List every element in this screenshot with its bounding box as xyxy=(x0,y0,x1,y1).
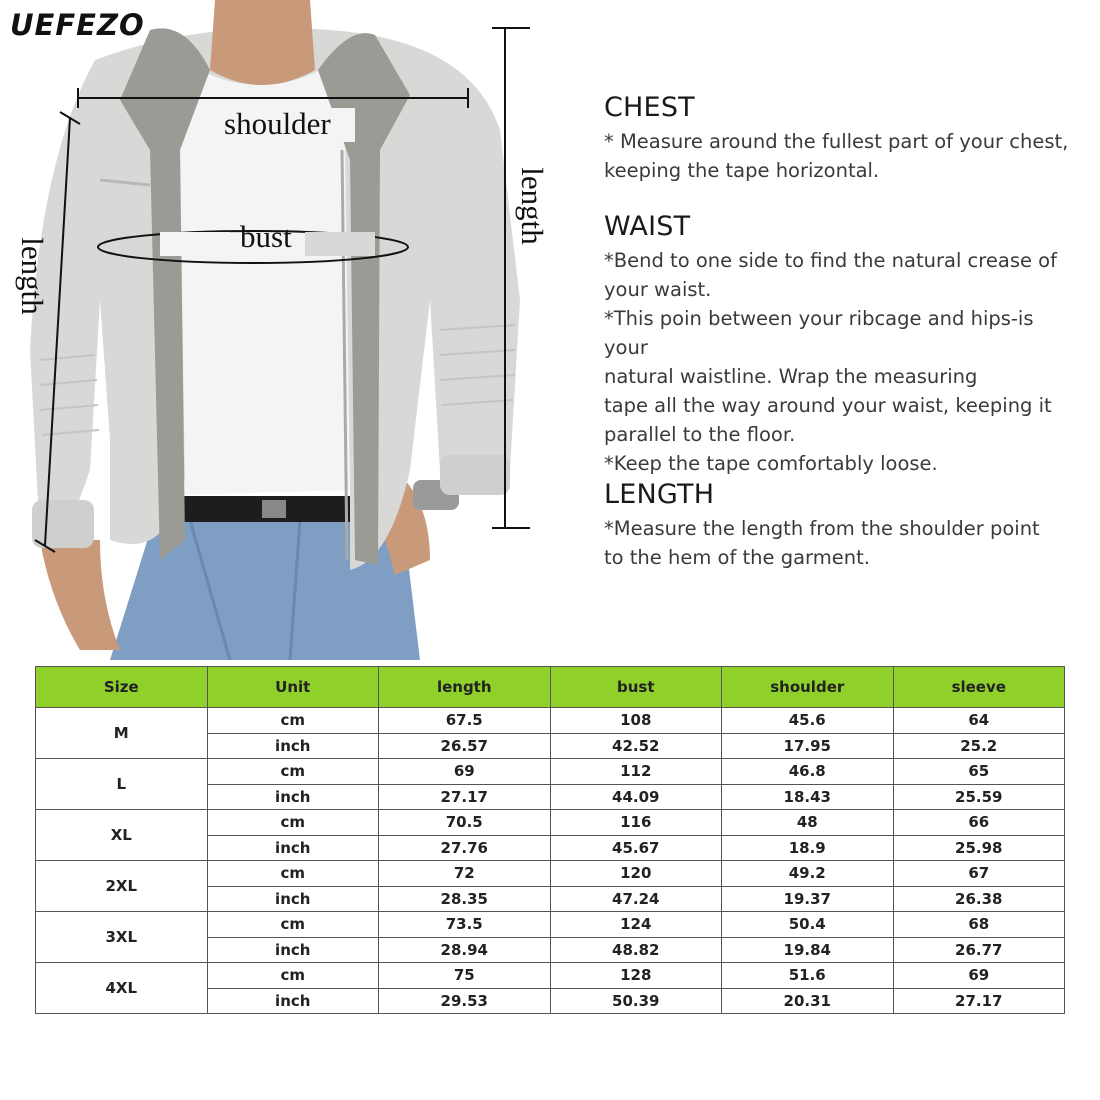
value-cell: 50.39 xyxy=(550,988,722,1014)
value-cell: 25.2 xyxy=(893,733,1065,759)
value-cell: 19.37 xyxy=(722,886,894,912)
waist-line: natural waistline. Wrap the measuring xyxy=(604,365,978,388)
size-cell: 2XL xyxy=(36,861,208,912)
value-cell: 27.17 xyxy=(379,784,551,810)
length-line: to the hem of the garment. xyxy=(604,546,870,569)
value-cell: 26.77 xyxy=(893,937,1065,963)
unit-cell: inch xyxy=(207,988,379,1014)
header-length: length xyxy=(379,667,551,708)
header-size: Size xyxy=(36,667,208,708)
waist-line: tape all the way around your waist, keeping it xyxy=(604,394,1052,417)
value-cell: 26.38 xyxy=(893,886,1065,912)
length-text xyxy=(604,514,1074,572)
table-header-row xyxy=(36,667,1065,708)
unit-cell: inch xyxy=(207,937,379,963)
value-cell: 45.6 xyxy=(722,708,894,734)
value-cell: 44.09 xyxy=(550,784,722,810)
value-cell: 50.4 xyxy=(722,912,894,938)
value-cell: 68 xyxy=(893,912,1065,938)
product-photo xyxy=(0,0,560,660)
value-cell: 45.67 xyxy=(550,835,722,861)
value-cell: 124 xyxy=(550,912,722,938)
bust-label: bust xyxy=(240,219,292,254)
table-body xyxy=(36,708,1065,1014)
chest-line: keeping the tape horizontal. xyxy=(604,159,880,182)
waist-line: *Keep the tape comfortably loose. xyxy=(604,452,938,475)
value-cell: 18.43 xyxy=(722,784,894,810)
value-cell: 46.8 xyxy=(722,759,894,785)
value-cell: 28.35 xyxy=(379,886,551,912)
length-label-right: length xyxy=(515,167,550,245)
table-row xyxy=(36,963,1065,989)
length-title: LENGTH xyxy=(604,479,715,510)
value-cell: 27.17 xyxy=(893,988,1065,1014)
value-cell: 65 xyxy=(893,759,1065,785)
chest-text xyxy=(604,127,1074,185)
value-cell: 51.6 xyxy=(722,963,894,989)
size-cell: L xyxy=(36,759,208,810)
unit-cell: cm xyxy=(207,861,379,887)
value-cell: 66 xyxy=(893,810,1065,836)
waist-line: *Bend to one side to find the natural crease of xyxy=(604,249,1057,272)
unit-cell: cm xyxy=(207,759,379,785)
table-row xyxy=(36,912,1065,938)
waist-line: *This poin between your ribcage and hips-is your xyxy=(604,307,1034,359)
length-section xyxy=(604,479,1074,572)
waist-line: parallel to the floor. xyxy=(604,423,796,446)
unit-cell: inch xyxy=(207,733,379,759)
value-cell: 128 xyxy=(550,963,722,989)
value-cell: 18.9 xyxy=(722,835,894,861)
header-shoulder: shoulder xyxy=(722,667,894,708)
unit-cell: cm xyxy=(207,810,379,836)
shoulder-label: shoulder xyxy=(224,106,331,141)
value-cell: 112 xyxy=(550,759,722,785)
value-cell: 73.5 xyxy=(379,912,551,938)
value-cell: 47.24 xyxy=(550,886,722,912)
value-cell: 49.2 xyxy=(722,861,894,887)
table-row xyxy=(36,759,1065,785)
size-cell: 4XL xyxy=(36,963,208,1014)
value-cell: 72 xyxy=(379,861,551,887)
waist-section xyxy=(604,211,1074,478)
value-cell: 116 xyxy=(550,810,722,836)
unit-cell: inch xyxy=(207,886,379,912)
length-label-left: length xyxy=(15,237,50,315)
value-cell: 25.59 xyxy=(893,784,1065,810)
waist-text xyxy=(604,246,1074,478)
value-cell: 28.94 xyxy=(379,937,551,963)
header-bust: bust xyxy=(550,667,722,708)
waist-title: WAIST xyxy=(604,211,691,242)
value-cell: 20.31 xyxy=(722,988,894,1014)
value-cell: 29.53 xyxy=(379,988,551,1014)
value-cell: 69 xyxy=(893,963,1065,989)
table-row xyxy=(36,810,1065,836)
value-cell: 19.84 xyxy=(722,937,894,963)
chest-title: CHEST xyxy=(604,92,695,123)
size-cell: XL xyxy=(36,810,208,861)
value-cell: 69 xyxy=(379,759,551,785)
value-cell: 64 xyxy=(893,708,1065,734)
value-cell: 25.98 xyxy=(893,835,1065,861)
value-cell: 120 xyxy=(550,861,722,887)
unit-cell: inch xyxy=(207,784,379,810)
value-cell: 26.57 xyxy=(379,733,551,759)
waist-line: your waist. xyxy=(604,278,712,301)
size-cell: 3XL xyxy=(36,912,208,963)
size-cell: M xyxy=(36,708,208,759)
table-row xyxy=(36,708,1065,734)
value-cell: 108 xyxy=(550,708,722,734)
value-cell: 27.76 xyxy=(379,835,551,861)
unit-cell: cm xyxy=(207,912,379,938)
brand-logo: UEFEZO xyxy=(10,8,145,42)
length-line: *Measure the length from the shoulder point xyxy=(604,517,1040,540)
size-chart-table xyxy=(35,666,1065,1014)
header-unit: Unit xyxy=(207,667,379,708)
value-cell: 67 xyxy=(893,861,1065,887)
value-cell: 17.95 xyxy=(722,733,894,759)
value-cell: 48 xyxy=(722,810,894,836)
value-cell: 75 xyxy=(379,963,551,989)
value-cell: 48.82 xyxy=(550,937,722,963)
table-row xyxy=(36,861,1065,887)
value-cell: 67.5 xyxy=(379,708,551,734)
header-sleeve: sleeve xyxy=(893,667,1065,708)
unit-cell: cm xyxy=(207,963,379,989)
unit-cell: cm xyxy=(207,708,379,734)
value-cell: 42.52 xyxy=(550,733,722,759)
unit-cell: inch xyxy=(207,835,379,861)
chest-section xyxy=(604,92,1074,185)
chest-line: * Measure around the fullest part of your chest, xyxy=(604,130,1069,153)
value-cell: 70.5 xyxy=(379,810,551,836)
